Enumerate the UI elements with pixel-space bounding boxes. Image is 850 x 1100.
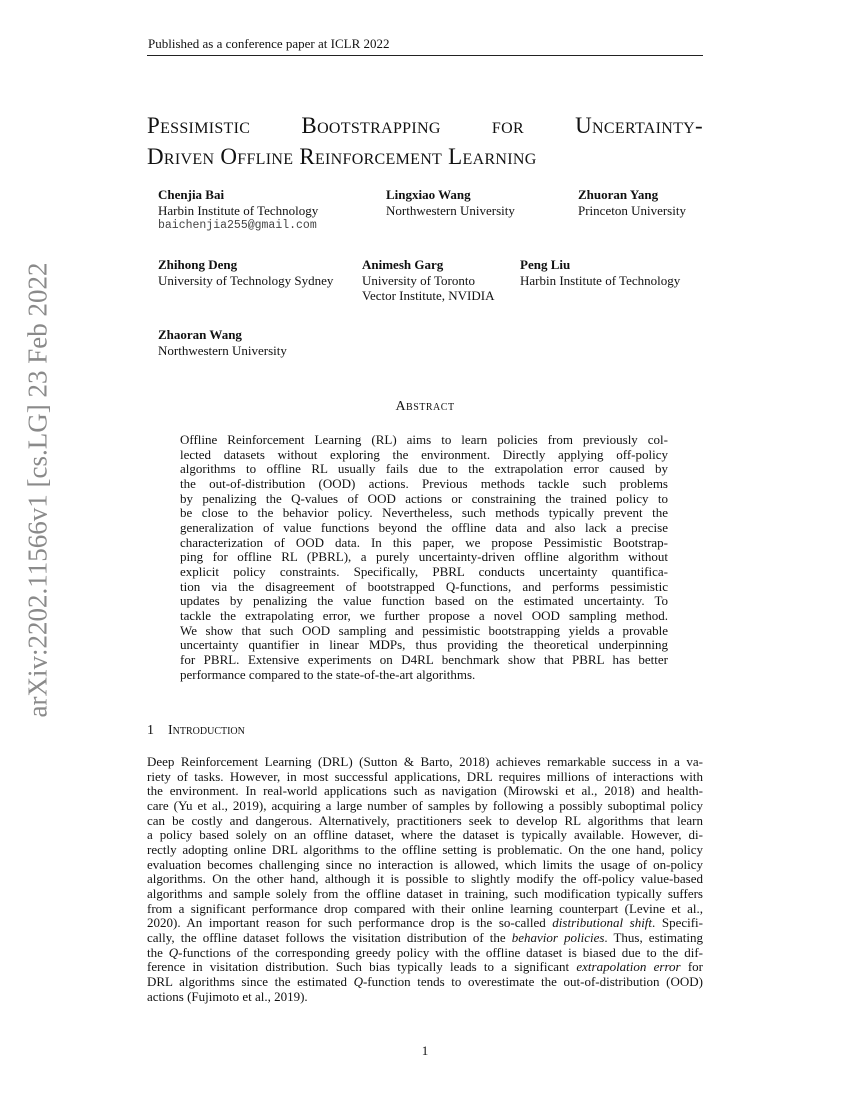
- emphasis-text: behavior policies: [511, 929, 605, 945]
- text-segment: -function tends to overestimate the out-of-distribution (OOD): [362, 973, 703, 989]
- section-number: 1: [147, 723, 154, 738]
- text-line: [147, 887, 703, 902]
- text-segment: algorithms and sample solely from the offline dataset in training, such modification typically suffers: [147, 885, 703, 901]
- emphasis-text: Q: [353, 973, 363, 989]
- text-segment: the environment. In real-world applications such as navigation (Mirowski et al., 2018) and health-: [147, 783, 703, 799]
- text-line: Offline Reinforcement Learning (RL) aims to learn policies from previously col-: [180, 432, 668, 447]
- paper-title: [147, 110, 703, 172]
- author-affiliation: Northwestern University: [386, 202, 515, 218]
- text-line: lected datasets without exploring the environment. Directly applying off-policy: [180, 446, 668, 462]
- text-line: performance compared to the state-of-the-art algorithms.: [180, 666, 476, 682]
- author-block: [158, 327, 287, 358]
- text-line: the out-of-distribution (OOD) actions. Previous methods tackle such problems: [180, 475, 668, 491]
- text-line: [147, 975, 703, 990]
- text-line: [147, 931, 703, 946]
- text-line: for PBRL. Extensive experiments on D4RL benchmark show that PBRL has better: [180, 651, 668, 667]
- text-line: [147, 828, 703, 843]
- title-line-2: Driven Offline Reinforcement Learning: [147, 144, 537, 169]
- title-line-1: Pessimistic Bootstrapping for Uncertainty-: [147, 113, 703, 138]
- text-line: explicit policy constraints. Specifically, PBRL conducts uncertainty quantifica-: [180, 563, 668, 579]
- author-affiliation: Harbin Institute of Technology: [158, 202, 319, 218]
- text-segment: care (Yu et al., 2019), acquiring a large number of samples by following a possibly suboptimal policy: [147, 797, 703, 813]
- abstract-body: [180, 433, 668, 682]
- section-heading: [147, 723, 259, 739]
- text-line: [147, 843, 703, 858]
- text-segment: can be costly and dangerous. Alternatively, practitioners seek to develop RL algorithms that learn: [147, 812, 703, 828]
- text-line: [147, 770, 703, 785]
- text-line: [147, 799, 703, 814]
- text-line: uncertainty quantifier in linear MDPs, thus providing the theoretical underpinning: [180, 637, 668, 653]
- text-line: [147, 858, 703, 873]
- text-line: [147, 902, 703, 917]
- text-segment: -functions of the corresponding greedy policy with the offline dataset is biased due to the dif-: [178, 944, 703, 960]
- text-segment: Deep Reinforcement Learning (DRL) (Sutton & Barto, 2018) achieves remarkable success in a va-: [147, 754, 703, 769]
- text-segment: algorithms. On the other hand, although it is possible to slightly modify the off-policy value-based: [147, 871, 703, 887]
- text-line: [147, 872, 703, 887]
- author-block: [578, 187, 686, 218]
- text-segment: rectly adopting online DRL algorithms to the offline setting is problematic. On the one hand, policy: [147, 841, 703, 857]
- section-title: Introduction: [168, 723, 245, 738]
- author-affiliation: Princeton University: [578, 202, 686, 218]
- text-line: [147, 784, 703, 799]
- text-segment: actions (Fujimoto et al., 2019).: [147, 988, 308, 1004]
- author-block: [520, 257, 680, 288]
- running-header: Published as a conference paper at ICLR 2022: [148, 36, 390, 51]
- text-segment: from a significant performance drop compared with their online learning counterpart (Levine et al.,: [147, 900, 703, 916]
- text-line: generalization of value functions beyond the offline data and also lack a precise: [180, 519, 668, 535]
- text-segment: a policy based solely on an offline dataset, where the dataset is typically available. However, di-: [147, 827, 703, 843]
- text-line: ping for offline RL (PBRL), a purely uncertainty-driven offline algorithm without: [180, 549, 668, 565]
- emphasis-text: distributional shift: [552, 915, 653, 931]
- text-line: algorithms to offline RL usually fails due to the extrapolation error caused by: [180, 461, 668, 477]
- text-segment: riety of tasks. However, in most successful applications, DRL requires millions of interactions with: [147, 768, 703, 784]
- text-line: updates by penalizing the value function based on the estimated uncertainty. To: [180, 593, 668, 609]
- author-email[interactable]: baichenjia255@gmail.com: [158, 219, 317, 232]
- text-line: [147, 814, 703, 829]
- author-block: [158, 187, 318, 234]
- text-line: characterization of OOD data. In this paper, we propose Pessimistic Bootstrap-: [180, 534, 668, 550]
- text-segment: . Specifi-: [652, 915, 704, 931]
- text-segment: 2020). An important reason for such performance drop is the so-called: [147, 915, 553, 931]
- text-line: [147, 755, 703, 770]
- text-segment: . Thus, estimating: [604, 929, 703, 945]
- author-block: [386, 187, 515, 218]
- text-segment: DRL algorithms since the estimated: [147, 973, 354, 989]
- author-affiliation: Vector Institute, NVIDIA: [362, 288, 495, 303]
- text-line: [147, 960, 703, 975]
- page-number: 1: [421, 1043, 429, 1058]
- text-line: We show that such OOD sampling and pessimistic bootstrapping yields a provable: [180, 622, 668, 638]
- emphasis-text: Q: [168, 944, 179, 960]
- author-affiliation: Northwestern University: [158, 342, 287, 358]
- abstract-heading: Abstract: [395, 399, 455, 414]
- text-segment: for: [680, 959, 703, 975]
- author-block: [362, 257, 495, 304]
- author-name: Zhuoran Yang: [578, 187, 659, 202]
- emphasis-text: extrapolation error: [576, 959, 681, 975]
- author-name: Zhaoran Wang: [158, 327, 242, 342]
- author-affiliation: University of Technology Sydney: [158, 272, 334, 288]
- text-line: [147, 916, 703, 931]
- author-affiliation: Harbin Institute of Technology: [520, 272, 681, 288]
- author-name: Peng Liu: [520, 257, 571, 272]
- author-name: Lingxiao Wang: [386, 187, 471, 202]
- text-segment: cally, the offline dataset follows the visitation distribution of the: [147, 929, 512, 945]
- author-block: [158, 257, 333, 288]
- arxiv-stamp: arXiv:2202.11566v1 [cs.LG] 23 Feb 2022: [22, 262, 53, 718]
- text-line: by penalizing the Q-values of OOD actions or constraining the trained policy to: [180, 490, 668, 506]
- text-line: be close to the behavior policy. Nevertheless, such methods typically prevent the: [180, 505, 668, 521]
- text-line: [147, 946, 703, 961]
- author-name: Zhihong Deng: [158, 257, 238, 272]
- introduction-body: [147, 755, 703, 1004]
- text-line: [147, 990, 703, 1005]
- author-affiliation: University of Toronto: [362, 272, 475, 288]
- text-segment: ference in visitation distribution. Such bias typically leads to a significant: [147, 959, 577, 975]
- text-segment: evaluation becomes challenging since no interaction is allowed, which limits the usage of on-policy: [147, 856, 703, 872]
- author-name: Animesh Garg: [362, 257, 444, 272]
- author-name: Chenjia Bai: [158, 187, 225, 202]
- header-rule: [147, 55, 703, 56]
- text-line: tackle the extrapolating error, we further propose a novel OOD sampling method.: [180, 607, 668, 623]
- text-line: tion via the disagreement of bootstrapped Q-functions, and performs pessimistic: [180, 578, 668, 594]
- text-segment: the: [147, 944, 169, 960]
